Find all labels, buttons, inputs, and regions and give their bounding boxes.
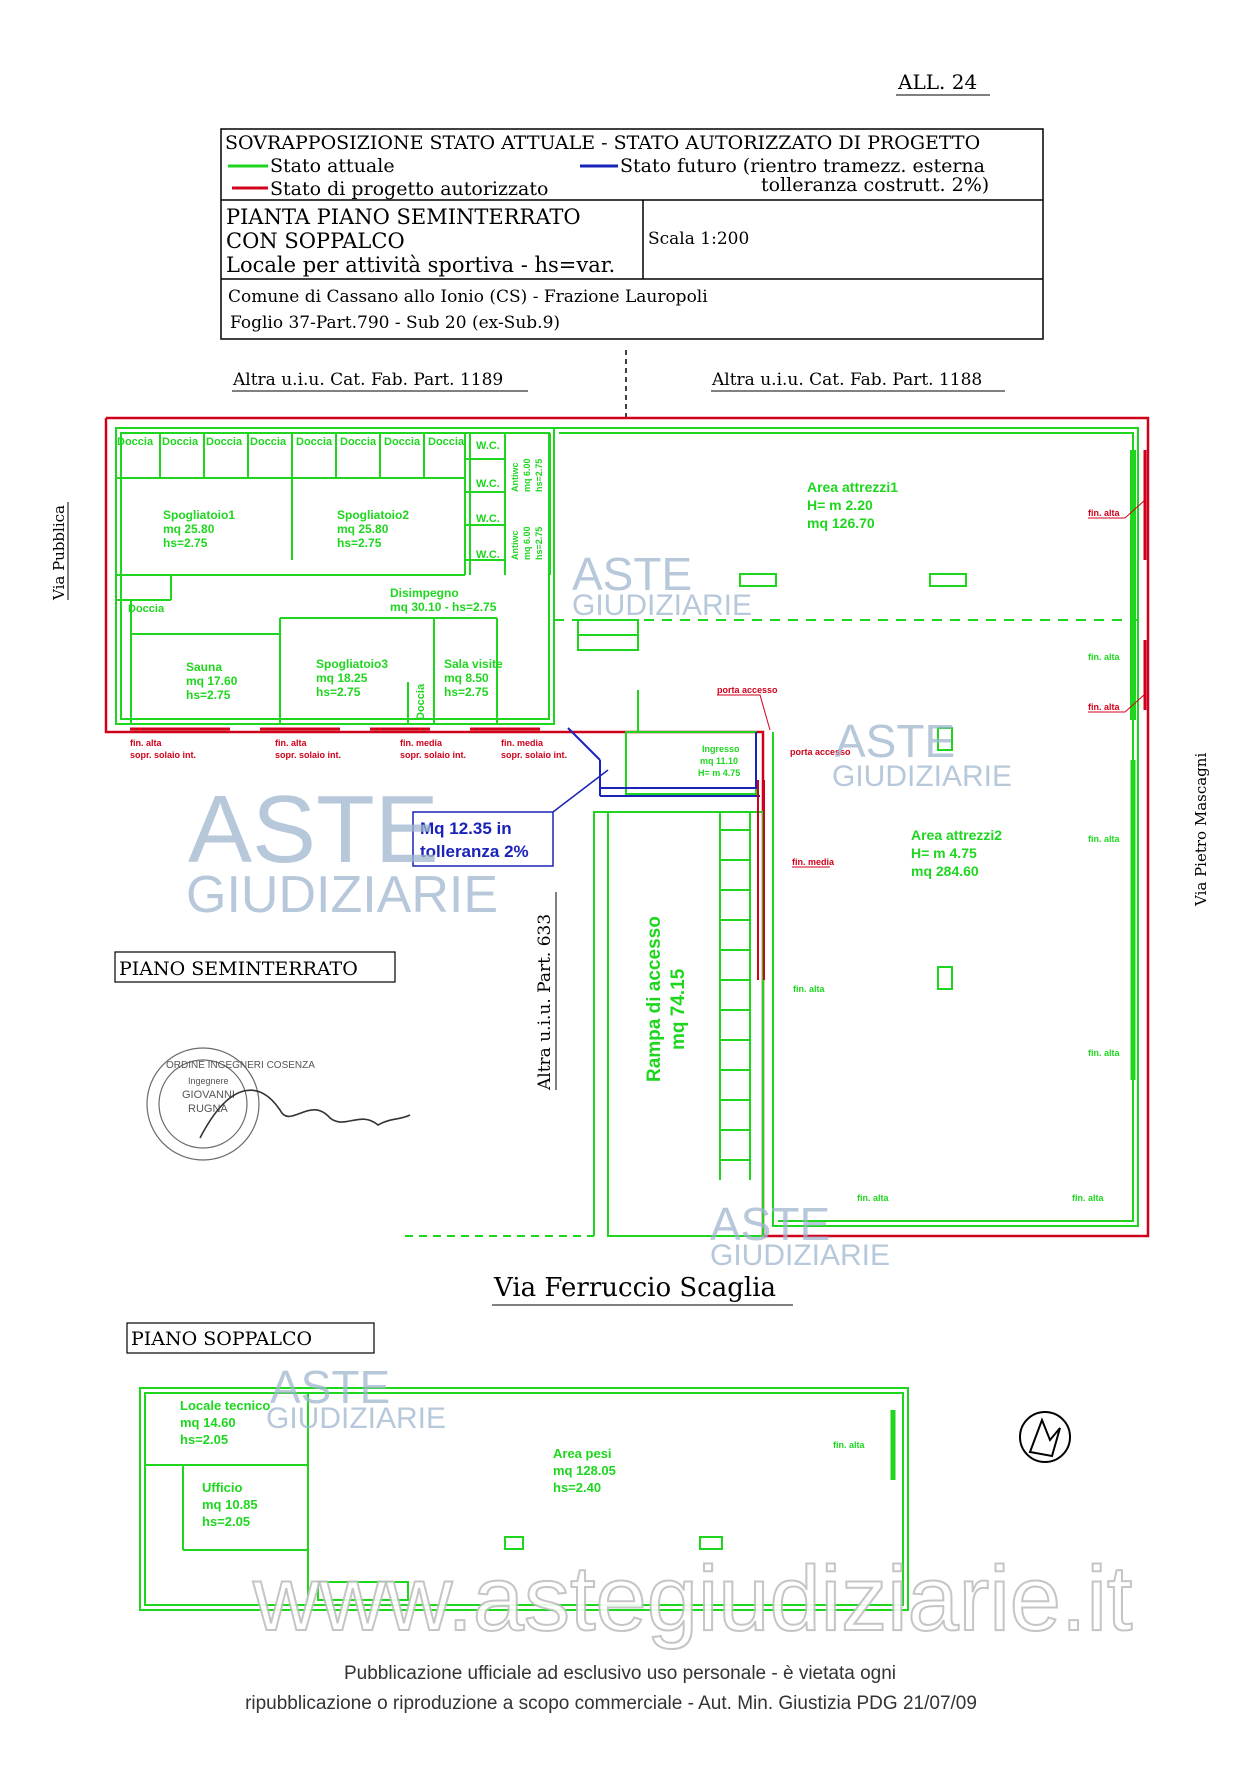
- legend-progetto: Stato di progetto autorizzato: [270, 178, 549, 200]
- sopr-solaio-note: sopr. solaio int.: [275, 750, 342, 760]
- locale-tecnico-area: mq 14.60: [180, 1415, 236, 1430]
- fin-alta-note: fin. alta: [275, 738, 307, 748]
- wc-label: W.C.: [476, 478, 500, 490]
- disimpegno-area: mq 30.10 - hs=2.75: [390, 600, 497, 614]
- fin-alta-note: fin. alta: [1088, 834, 1120, 844]
- doccia-label: Doccia: [206, 436, 243, 448]
- antiwc-area: mq 6.00: [522, 458, 532, 492]
- antiwc-height: hs=2.75: [534, 526, 544, 560]
- sopr-solaio-note: sopr. solaio int.: [501, 750, 568, 760]
- spogliatoio3-height: hs=2.75: [316, 685, 361, 699]
- watermark-giudiziarie: GIUDIZIARIE: [710, 1239, 891, 1272]
- rampa-name: Rampa di accesso: [644, 916, 665, 1082]
- locale-tecnico-height: hs=2.05: [180, 1432, 229, 1447]
- scala-text: Scala 1:200: [648, 229, 750, 249]
- antiwc-name: Antiwc: [510, 462, 520, 492]
- stamp-ring-text: ORDINE INGEGNERI COSENZA: [166, 1060, 315, 1071]
- spogliatoio1-name: Spogliatoio1: [163, 508, 235, 522]
- disimpegno-name: Disimpegno: [390, 586, 459, 600]
- pianta-line3: Locale per attività sportiva - hs=var.: [226, 253, 616, 277]
- street-west: Via Pubblica: [50, 505, 68, 600]
- antiwc-height: hs=2.75: [534, 458, 544, 492]
- watermark-giudiziarie: GIUDIZIARIE: [186, 866, 499, 924]
- porta-accesso-note: porta accesso: [717, 685, 778, 695]
- fin-alta-note: fin. alta: [857, 1193, 889, 1203]
- fin-media-note: fin. media: [792, 857, 835, 867]
- sala-visite-area: mq 8.50: [444, 671, 489, 685]
- fin-alta-note: fin. alta: [793, 984, 825, 994]
- watermark-site: www.astegiudiziarie.it: [253, 1548, 1133, 1650]
- area-attrezzi2-height: H= m 4.75: [911, 845, 977, 861]
- watermark: [186, 548, 1132, 1650]
- fin-alta-note: fin. alta: [130, 738, 162, 748]
- spogliatoio1-height: hs=2.75: [163, 536, 208, 550]
- watermark-aste: ASTE: [835, 715, 956, 767]
- mezzanine-label: PIANO SOPPALCO: [131, 1328, 313, 1350]
- spogliatoio2-name: Spogliatoio2: [337, 508, 409, 522]
- spogliatoio1-area: mq 25.80: [163, 522, 215, 536]
- ufficio-name: Ufficio: [202, 1480, 243, 1495]
- title-text: SOVRAPPOSIZIONE STATO ATTUALE - STATO AUTORIZZATO DI PROGETTO: [225, 132, 981, 154]
- watermark-giudiziarie: GIUDIZIARIE: [832, 760, 1013, 793]
- wc-label: W.C.: [476, 440, 500, 452]
- pianta-line2: CON SOPPALCO: [226, 229, 405, 253]
- sauna-area: mq 17.60: [186, 674, 238, 688]
- doccia-label: Doccia: [296, 436, 333, 448]
- watermark-giudiziarie: GIUDIZIARIE: [266, 1402, 447, 1435]
- legend-futuro-2: tolleranza costrutt. 2%): [761, 174, 990, 196]
- ingresso-height: H= m 4.75: [698, 768, 741, 778]
- area-pesi-name: Area pesi: [553, 1446, 612, 1461]
- doccia-label: Doccia: [162, 436, 199, 448]
- basement-label: PIANO SEMINTERRATO: [119, 958, 358, 980]
- area-attrezzi2-area: mq 284.60: [911, 863, 979, 879]
- doccia-label: Doccia: [117, 436, 154, 448]
- doccia-label: Doccia: [340, 436, 377, 448]
- watermark-aste: ASTE: [270, 1361, 391, 1413]
- doccia-label: Doccia: [128, 603, 165, 615]
- ufficio-height: hs=2.05: [202, 1514, 251, 1529]
- tolleranza-line2: tolleranza 2%: [420, 842, 529, 861]
- sopr-solaio-note: sopr. solaio int.: [400, 750, 467, 760]
- foglio-text: Foglio 37-Part.790 - Sub 20 (ex-Sub.9): [230, 313, 561, 333]
- footer-line2: ripubblicazione o riproduzione a scopo commerciale - Aut. Min. Giustizia PDG 21/07/09: [245, 1693, 977, 1714]
- doccia-label: Doccia: [384, 436, 421, 448]
- spogliatoio2-area: mq 25.80: [337, 522, 389, 536]
- sala-visite-name: Sala visite: [444, 657, 503, 671]
- antiwc-area: mq 6.00: [522, 526, 532, 560]
- area-attrezzi1-area: mq 126.70: [807, 515, 875, 531]
- legend-attuale: Stato attuale: [270, 155, 395, 177]
- spogliatoio3-area: mq 18.25: [316, 671, 368, 685]
- sauna-height: hs=2.75: [186, 688, 231, 702]
- fin-alta-note: fin. alta: [833, 1440, 865, 1450]
- area-pesi-height: hs=2.40: [553, 1480, 602, 1495]
- fin-alta-note: fin. alta: [1088, 1048, 1120, 1058]
- fin-alta-note: fin. alta: [1088, 652, 1120, 662]
- street-south: Via Ferruccio Scaglia: [494, 1273, 777, 1303]
- ingresso-name: Ingresso: [702, 744, 740, 754]
- area-attrezzi1-name: Area attrezzi1: [807, 479, 899, 495]
- stamp-line1: Ingegnere: [188, 1076, 229, 1086]
- area-attrezzi2-name: Area attrezzi2: [911, 827, 1003, 843]
- ingresso-area: mq 11.10: [700, 756, 739, 766]
- engineer-stamp: [147, 1048, 410, 1160]
- fin-media-note: fin. media: [400, 738, 443, 748]
- north-arrow-icon: [1020, 1412, 1070, 1462]
- area-pesi-area: mq 128.05: [553, 1463, 616, 1478]
- title-block: [221, 129, 1043, 339]
- spogliatoio3-name: Spogliatoio3: [316, 657, 388, 671]
- neighbor-middle: Altra u.i.u. Part. 633: [535, 913, 555, 1090]
- fin-alta-note: fin. alta: [1072, 1193, 1104, 1203]
- footer-line1: Pubblicazione ufficiale ad esclusivo uso personale - è vietata ogni: [343, 1663, 897, 1684]
- watermark-aste: ASTE: [710, 1198, 831, 1250]
- doccia-label: Doccia: [250, 436, 287, 448]
- ufficio-area: mq 10.85: [202, 1497, 258, 1512]
- fin-alta-note: fin. alta: [1088, 702, 1120, 712]
- sala-visite-height: hs=2.75: [444, 685, 489, 699]
- fin-media-note: fin. media: [501, 738, 544, 748]
- pianta-line1: PIANTA PIANO SEMINTERRATO: [226, 205, 581, 229]
- doccia-label: Doccia: [415, 683, 427, 720]
- locale-tecnico-name: Locale tecnico: [180, 1398, 271, 1413]
- stamp-line2: GIOVANNI: [182, 1089, 235, 1101]
- spogliatoio2-height: hs=2.75: [337, 536, 382, 550]
- sauna-name: Sauna: [186, 660, 223, 674]
- rampa-area: mq 74.15: [668, 968, 689, 1050]
- neighbor-right: Altra u.i.u. Cat. Fab. Part. 1188: [712, 370, 983, 390]
- doccia-label: Doccia: [428, 436, 465, 448]
- tolleranza-line1: Mq 12.35 in: [420, 819, 512, 838]
- watermark-giudiziarie: GIUDIZIARIE: [572, 589, 753, 622]
- sopr-solaio-note: sopr. solaio int.: [130, 750, 197, 760]
- antiwc-name: Antiwc: [510, 530, 520, 560]
- wc-label: W.C.: [476, 549, 500, 561]
- stamp-line3: RUGNA: [188, 1103, 228, 1115]
- neighbor-left: Altra u.i.u. Cat. Fab. Part. 1189: [233, 370, 504, 390]
- wc-label: W.C.: [476, 513, 500, 525]
- porta-accesso-note: porta accesso: [790, 747, 851, 757]
- signature-scribble: [200, 1090, 410, 1138]
- street-east: Via Pietro Mascagni: [1192, 752, 1210, 906]
- watermark-aste: ASTE: [572, 548, 693, 600]
- comune-text: Comune di Cassano allo Ionio (CS) - Frazione Lauropoli: [228, 287, 708, 307]
- watermark-aste: ASTE: [188, 776, 439, 883]
- area-attrezzi1-height: H= m 2.20: [807, 497, 873, 513]
- fin-alta-note: fin. alta: [1088, 508, 1120, 518]
- allegato-label: ALL. 24: [898, 70, 978, 94]
- legend-futuro: Stato futuro (rientro tramezz. esterna: [620, 155, 985, 177]
